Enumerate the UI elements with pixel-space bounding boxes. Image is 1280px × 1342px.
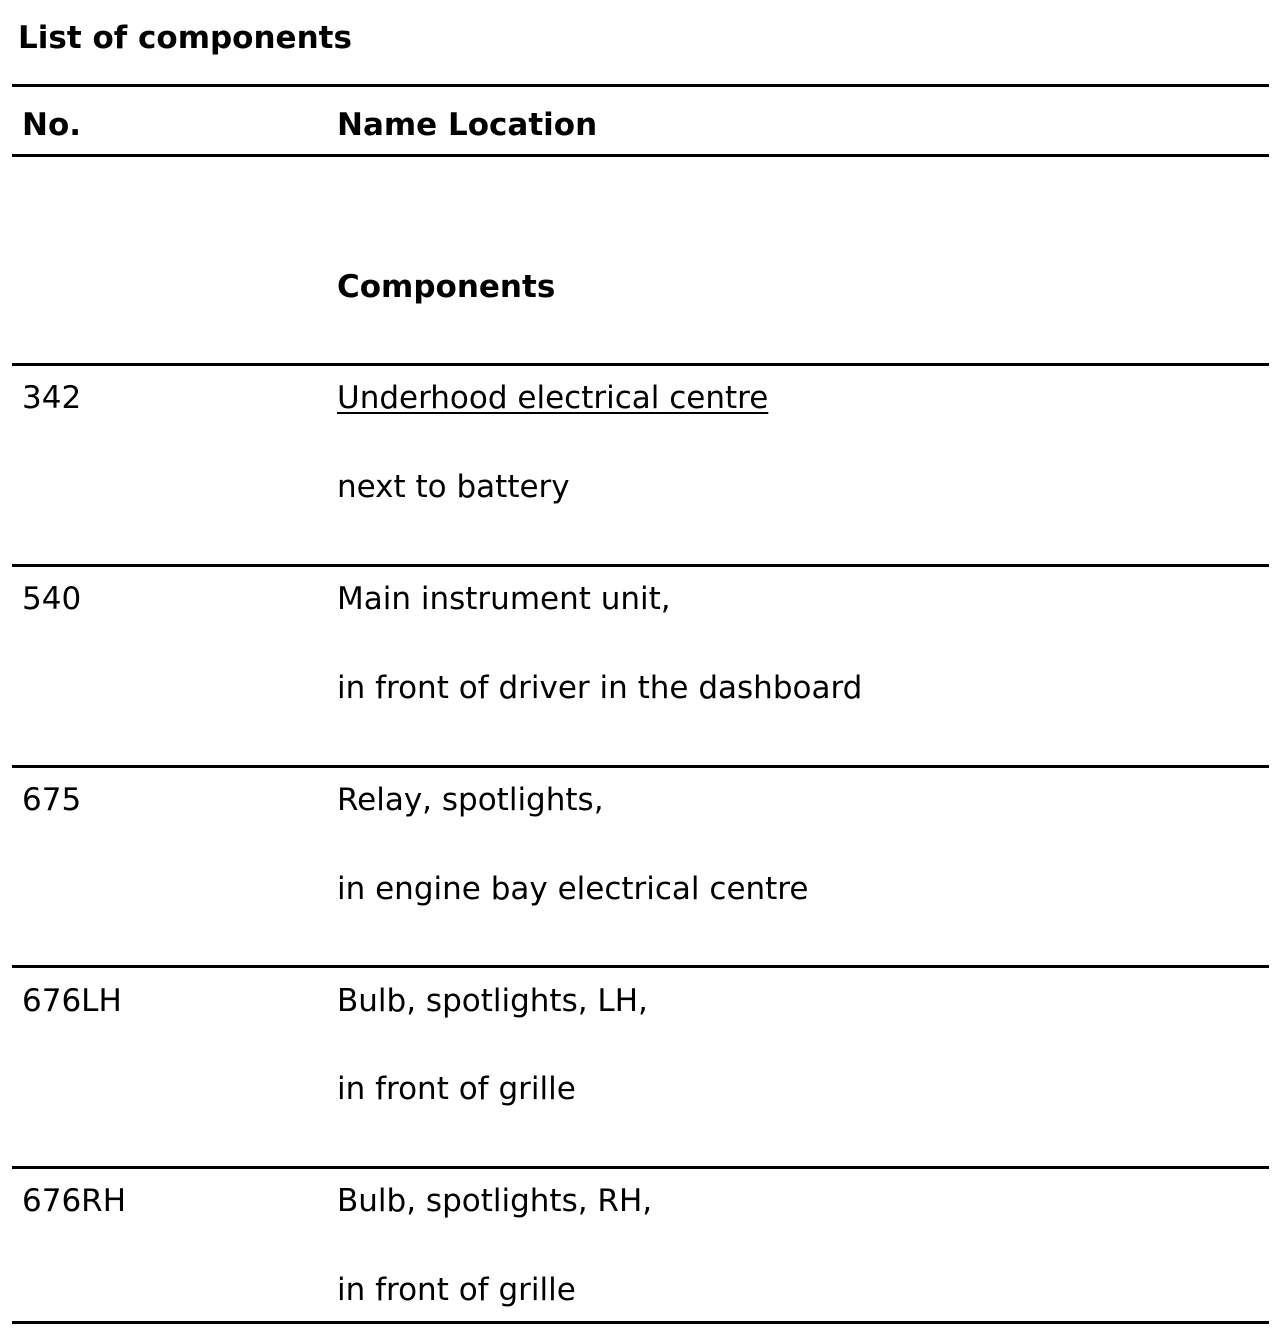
row-3-name: Relay, spotlights,: [337, 782, 604, 818]
row-5-name: Bulb, spotlights, RH,: [337, 1183, 653, 1219]
row-2-number: 540: [22, 581, 82, 617]
table-top-rule: [12, 84, 1269, 87]
document-title: List of components: [18, 20, 352, 56]
row-1-number: 342: [22, 380, 82, 416]
header-no: No.: [22, 107, 82, 143]
row-divider: [12, 564, 1269, 567]
row-3-number: 675: [22, 782, 82, 818]
section-heading: Components: [337, 269, 556, 305]
row-3-location: in engine bay electrical centre: [337, 871, 809, 907]
header-rule: [12, 154, 1269, 157]
row-4-location: in front of grille: [337, 1071, 576, 1107]
row-divider: [12, 1166, 1269, 1169]
header-name-location: Name Location: [337, 107, 598, 143]
row-4-number: 676LH: [22, 983, 122, 1019]
row-divider: [12, 765, 1269, 768]
row-5-location: in front of grille: [337, 1272, 576, 1308]
row-divider: [12, 965, 1269, 968]
row-1-name: Underhood electrical centre: [337, 380, 769, 416]
row-2-location: in front of driver in the dashboard: [337, 670, 863, 706]
table-bottom-rule: [12, 1321, 1269, 1324]
row-1-location: next to battery: [337, 469, 570, 505]
row-4-name: Bulb, spotlights, LH,: [337, 983, 648, 1019]
row-5-number: 676RH: [22, 1183, 127, 1219]
row-2-name: Main instrument unit,: [337, 581, 671, 617]
row-divider: [12, 363, 1269, 366]
